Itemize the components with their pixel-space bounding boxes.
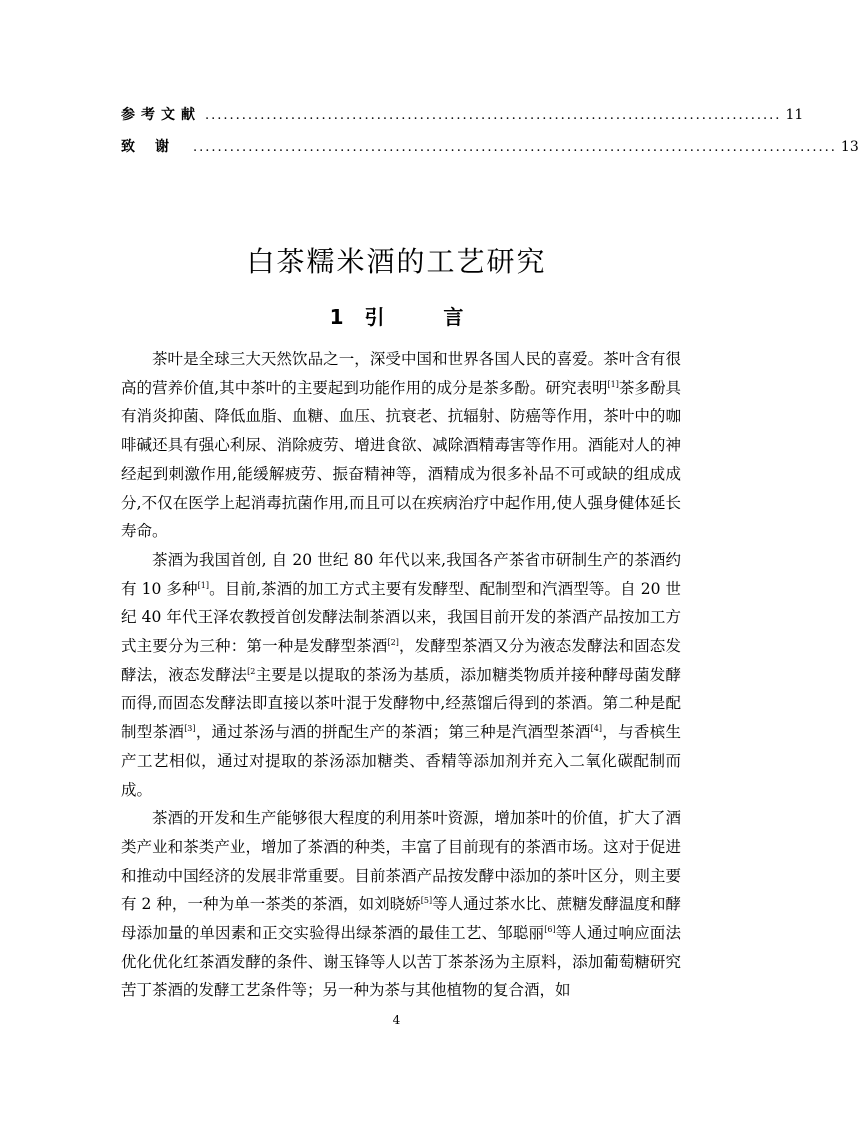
toc-leader-dots: ......................................................................................................... xyxy=(193,140,837,155)
page-number: 4 xyxy=(392,1013,401,1027)
paragraph-text: ，与香槟生产工艺相似，通过对提取的茶汤添加糖类、香精等添加剂并充入二氧化碳配制而成。 xyxy=(121,723,681,799)
paragraph-text: 茶酒的开发和生产能够很大程度的利用茶叶资源，增加茶叶的价值，扩大了酒类产业和茶类产业，增加了茶酒的种类，丰富了目前现有的茶酒市场。这对于促进和推动中国经济的发展非常重要。目前茶酒产品按发酵中添加的茶叶区分，则主要有 2 种，一种为单一茶类的茶酒，如刘晓娇 xyxy=(121,809,681,914)
section-heading xyxy=(0,301,793,330)
citation-marker[interactable]: [6] xyxy=(544,924,556,934)
toc-leader-dots: .............................................................................................. xyxy=(205,108,782,123)
paragraph xyxy=(121,546,681,804)
table-of-contents xyxy=(121,104,859,168)
citation-marker[interactable]: [1] xyxy=(607,379,619,389)
toc-page-number: 13 xyxy=(840,139,859,155)
paper-title: 白茶糯米酒的工艺研究 xyxy=(246,245,547,278)
paragraph-text: ，通过茶汤与酒的拼配生产的茶酒；第三种是汽酒型茶酒 xyxy=(195,723,591,742)
paragraph xyxy=(121,345,681,546)
section-title-word: 引 xyxy=(364,305,385,329)
toc-entry-title: 参考文献 xyxy=(121,107,201,123)
paragraph-text: 等人通过茶水比、蔗糖发酵温度和酵母添加量的单因素和正交实验得出绿茶酒的最佳工艺、邹聪丽 xyxy=(121,895,681,943)
paragraph-text: 茶叶是全球三大天然饮品之一，深受中国和世界各国人民的喜爱。茶叶含有很高的营养价值,其中茶叶的主要起到功能作用的成分是茶多酚。研究表明 xyxy=(121,350,681,397)
paragraph-text: 等人通过响应面法优化优化红茶酒发酵的条件、谢玉锋等人以苦丁茶茶汤为主原料，添加葡萄糖研究苦丁茶酒的发酵工艺条件等；另一种为茶与其他植物的复合酒，如 xyxy=(121,924,681,1000)
paragraph-text: ，发酵型茶酒又分为液态发酵法和固态发酵法，液态发酵法 xyxy=(121,637,681,684)
toc-entry-references[interactable] xyxy=(121,104,804,136)
toc-entry-title: 致谢 xyxy=(121,139,189,155)
citation-marker[interactable]: [2 xyxy=(247,666,256,676)
citation-marker[interactable]: [2] xyxy=(387,637,399,647)
body-text xyxy=(121,345,681,1005)
section-number: 1 xyxy=(329,305,344,329)
citation-marker[interactable]: [5] xyxy=(420,896,433,906)
citation-marker[interactable]: [1] xyxy=(197,580,209,590)
paragraph-text: 茶酒为我国首创, 自 20 世纪 80 年代以来,我国各产茶省市研制生产的茶酒约有 10 多种 xyxy=(121,550,681,598)
paragraph-text: 主要是以提取的茶汤为基质，添加糖类物质并接种酵母菌发酵而得,而固态发酵法即直接以茶叶混于发酵物中,经蒸馏后得到的茶酒。第二种是配制型茶酒 xyxy=(121,665,681,742)
section-title-word: 言 xyxy=(443,305,464,329)
toc-entry-acknowledgements[interactable] xyxy=(121,136,859,168)
paragraph-text: 茶多酚具有消炎抑菌、降低血脂、血糖、血压、抗衰老、抗辐射、防癌等作用，茶叶中的咖啡碱还具有强心利尿、消除疲劳、增进食欲、减除酒精毒害等作用。酒能对人的神经起到刺激作用,能缓解疲劳、振奋精神等，酒精成为很多补品不可或缺的组成成分,不仅在医学上起消毒抗菌作用,而且可以在疾病治疗中起作用,使人强身健体延长寿命。 xyxy=(121,378,681,541)
paragraph xyxy=(121,804,681,1005)
paragraph-text: 。目前,茶酒的加工方式主要有发酵型、配制型和汽酒型等。自 20 世纪 40 年代王泽农教授首创发酵法制茶酒以来，我国目前开发的茶酒产品按加工方式主要分为三种：第一种是发酵型茶酒 xyxy=(121,579,682,656)
citation-marker[interactable]: [4] xyxy=(590,723,603,733)
toc-page-number: 11 xyxy=(785,107,804,123)
citation-marker[interactable]: [3] xyxy=(184,723,196,733)
